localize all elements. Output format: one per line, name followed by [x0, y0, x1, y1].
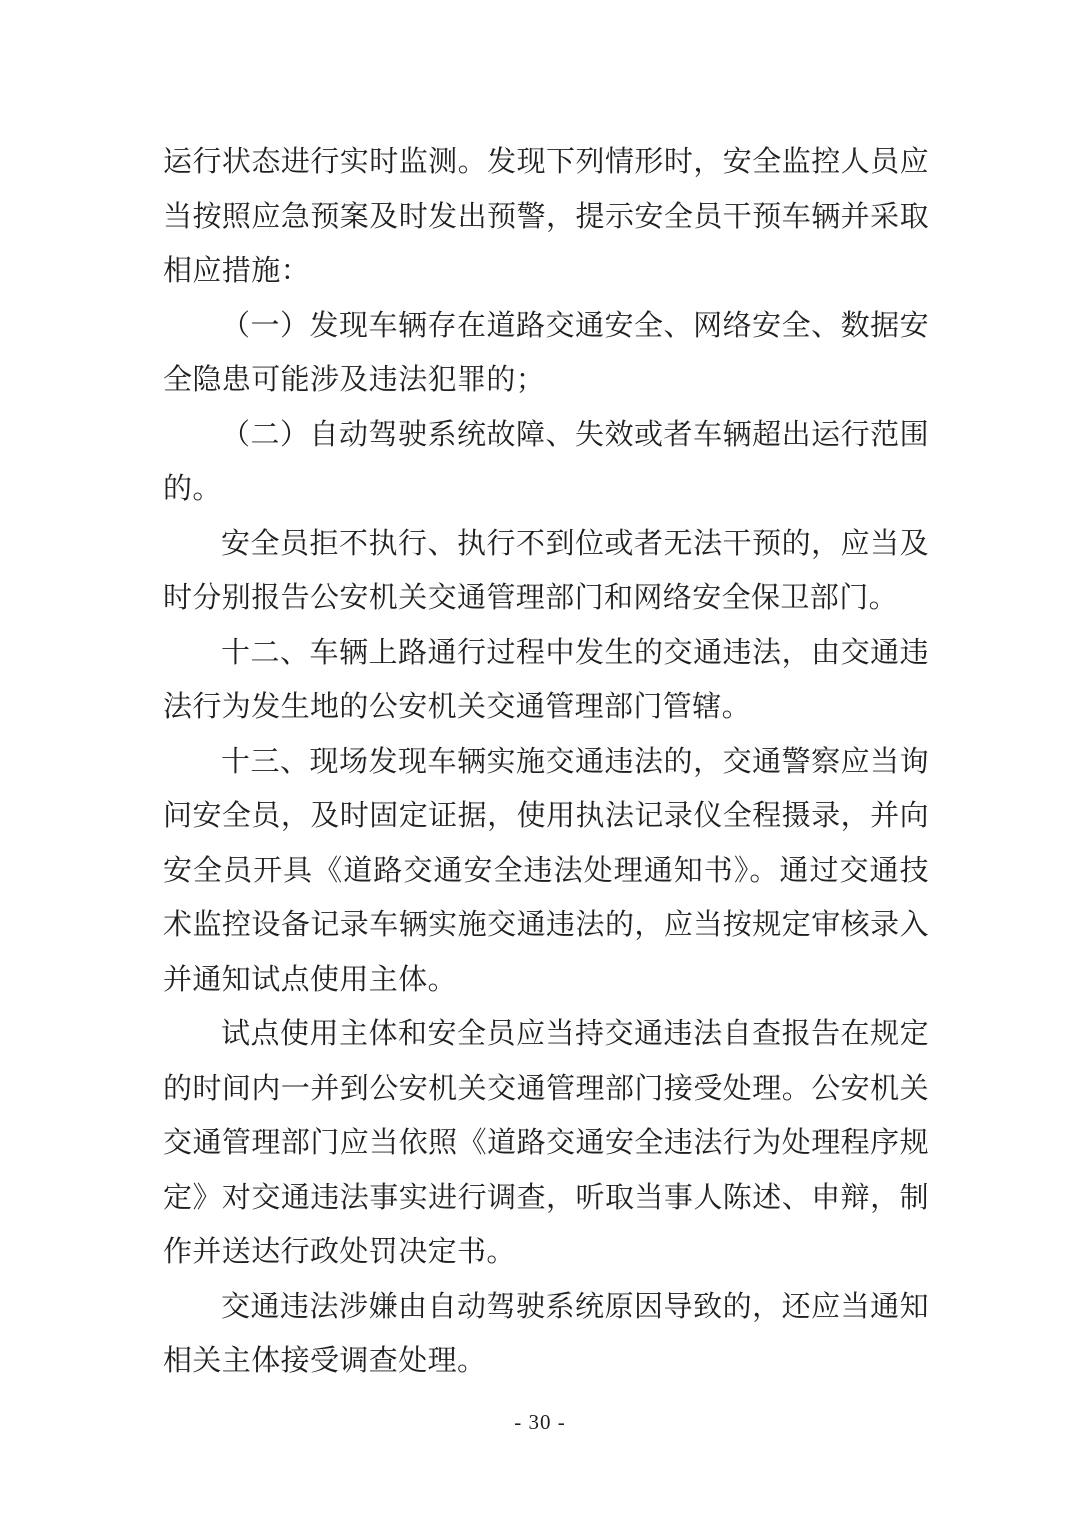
paragraph: 试点使用主体和安全员应当持交通违法自查报告在规定的时间内一并到公安机关交通管理部门接受处理。公安机关交通管理部门应当依照《道路交通安全违法行为处理程序规定》对交通违法事实进行调查，听取当事人陈述、申辩，制作并送达行政处罚决定书。	[163, 1018, 929, 1268]
paragraph: 十二、车辆上路通行过程中发生的交通违法，由交通违法行为发生地的公安机关交通管理部门管辖。	[163, 636, 929, 723]
paragraph: 安全员拒不执行、执行不到位或者无法干预的，应当及时分别报告公安机关交通管理部门和网络安全保卫部门。	[163, 527, 929, 614]
paragraph: 运行状态进行实时监测。发现下列情形时，安全监控人员应当按照应急预案及时发出预警，提示安全员干预车辆并采取相应措施：	[163, 146, 929, 287]
paragraph: 十三、现场发现车辆实施交通违法的，交通警察应当询问安全员，及时固定证据，使用执法记录仪全程摄录，并向安全员开具《道路交通安全违法处理通知书》。通过交通技术监控设备记录车辆实施交通违法的，应当按规定审核录入并通知试点使用主体。	[163, 745, 929, 996]
paragraph: （一）发现车辆存在道路交通安全、网络安全、数据安全隐患可能涉及违法犯罪的；	[163, 309, 929, 396]
document-body	[163, 135, 929, 1389]
paragraph: 交通违法涉嫌由自动驾驶系统原因导致的，还应当通知相关主体接受调查处理。	[163, 1290, 929, 1377]
paragraph: （二）自动驾驶系统故障、失效或者车辆超出运行范围的。	[163, 418, 929, 505]
page-number: - 30 -	[514, 1410, 566, 1434]
